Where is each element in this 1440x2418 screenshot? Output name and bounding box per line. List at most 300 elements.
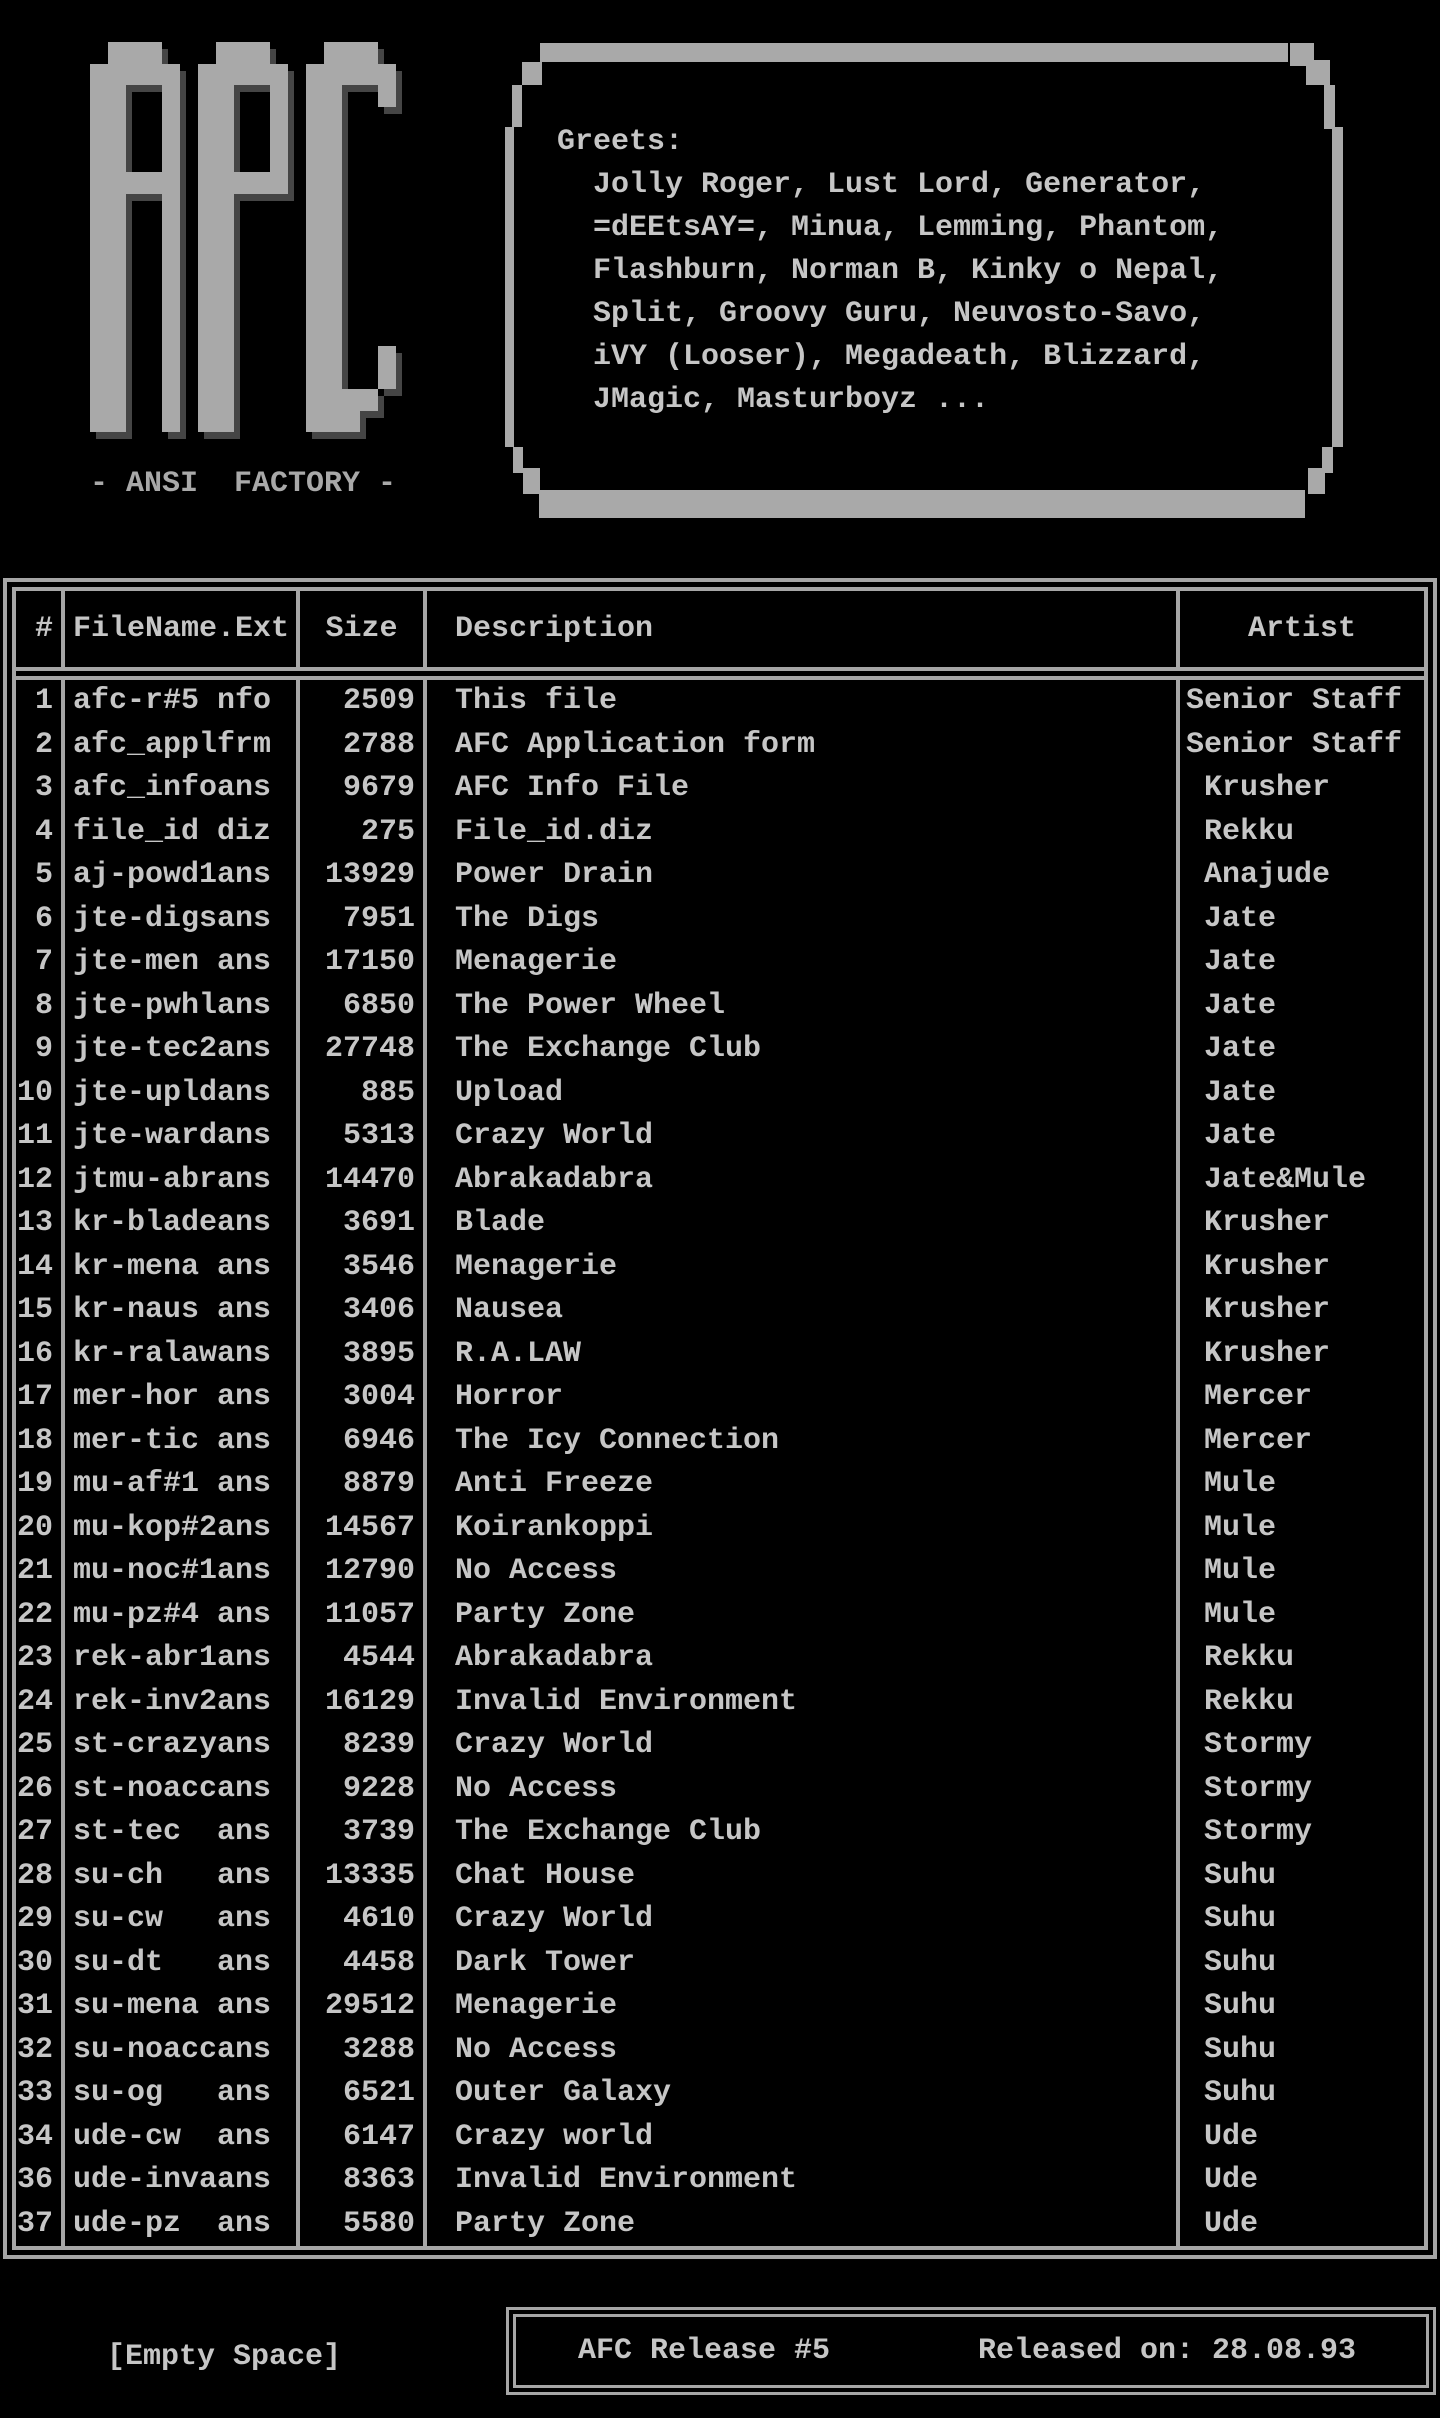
cell-description: No Access [427, 1550, 1180, 1594]
greets-line: JMagic, Masturboyz ... [593, 383, 990, 417]
cell-description: Party Zone [427, 2203, 1180, 2247]
cell-filename [65, 854, 300, 898]
file-name: jte-tec2 [73, 1032, 218, 1067]
logo-block [306, 216, 324, 238]
table-row [16, 2203, 1424, 2247]
cell-size: 8363 [300, 2159, 427, 2203]
file-ext: ans [217, 1467, 272, 1502]
logo-block [216, 237, 234, 259]
cell-num: 37 [16, 2203, 65, 2247]
cell-num: 17 [16, 1376, 65, 1420]
cell-description: Anti Freeze [427, 1463, 1180, 1507]
file-ext: ans [217, 771, 272, 806]
cell-artist: Krusher [1186, 1293, 1331, 1328]
file-ext: ans [217, 1597, 272, 1632]
logo-block [90, 411, 108, 433]
file-ext: ans [217, 2119, 272, 2154]
table-row [16, 1289, 1424, 1333]
logo-block [324, 302, 342, 324]
cell-filename [65, 1768, 300, 1812]
table-row [16, 1942, 1424, 1986]
file-ext: nfo [217, 684, 272, 719]
file-name: afc_info [73, 771, 218, 806]
cell-filename [65, 1289, 300, 1333]
cell-description: AFC Info File [427, 767, 1180, 811]
cell-filename [65, 1681, 300, 1725]
release-date: Released on: 28.08.93 [977, 2333, 1356, 2368]
cell-filename [65, 2159, 300, 2203]
logo-block [270, 172, 288, 194]
cell-artist: Stormy [1186, 1815, 1313, 1850]
logo-block [162, 346, 180, 368]
cell-num: 1 [16, 680, 65, 724]
file-ext: ans [217, 1945, 272, 1980]
logo-block [90, 85, 108, 107]
cell-filename [65, 1246, 300, 1290]
table-row [16, 1028, 1424, 1072]
cell-artist: Jate [1186, 901, 1277, 936]
cell-size: 3739 [300, 1811, 427, 1855]
logo-block [198, 367, 216, 389]
cell-description: Crazy World [427, 1724, 1180, 1768]
table-row [16, 767, 1424, 811]
logo-block [234, 42, 252, 64]
greets-frame-segment [523, 468, 540, 494]
file-name: mu-noc#1 [73, 1554, 218, 1589]
cell-size: 3546 [300, 1246, 427, 1290]
cell-size: 6946 [300, 1420, 427, 1464]
cell-filename [65, 1333, 300, 1377]
file-ext: ans [217, 1380, 272, 1415]
logo-block [198, 237, 216, 259]
logo-block [216, 346, 234, 368]
release-box [506, 2307, 1436, 2395]
cell-artist: Krusher [1186, 1206, 1331, 1241]
cell-artist: Senior Staff [1186, 727, 1403, 762]
file-name: mer-hor [73, 1380, 200, 1415]
cell-filename [65, 1507, 300, 1551]
file-ext: ans [217, 1119, 272, 1154]
cell-filename [65, 2072, 300, 2116]
cell-filename [65, 680, 300, 724]
logo-block [306, 346, 324, 368]
logo-block [198, 85, 216, 107]
logo-block [90, 172, 108, 194]
logo-block [306, 259, 324, 281]
logo-block [216, 324, 234, 346]
logo-block [306, 367, 324, 389]
footer-empty-space-label: [Empty Space] [107, 2340, 342, 2374]
file-ext: ans [217, 1206, 272, 1241]
file-ext: ans [217, 1641, 272, 1676]
logo-block [270, 150, 288, 172]
file-ext: ans [217, 1162, 272, 1197]
cell-num: 18 [16, 1420, 65, 1464]
greets-frame-segment [1306, 60, 1330, 85]
logo-block [126, 42, 144, 64]
cell-description: The Icy Connection [427, 1420, 1180, 1464]
file-name: jte-upld [73, 1075, 218, 1110]
logo-block [324, 411, 342, 433]
logo-block [198, 302, 216, 324]
logo-block [198, 411, 216, 433]
greets-title: Greets: [557, 125, 684, 159]
cell-size: 12790 [300, 1550, 427, 1594]
logo-block [216, 194, 234, 216]
logo-block [324, 389, 342, 411]
file-name: rek-inv2 [73, 1684, 218, 1719]
file-name: su-og [73, 2076, 164, 2111]
table-row [16, 1159, 1424, 1203]
file-ext: ans [217, 1336, 272, 1371]
cell-num: 26 [16, 1768, 65, 1812]
cell-filename [65, 1811, 300, 1855]
cell-size: 275 [300, 811, 427, 855]
logo-block [324, 107, 342, 129]
file-ext: ans [217, 1249, 272, 1284]
logo-block [90, 324, 108, 346]
file-ext: ans [217, 1032, 272, 1067]
logo-block [90, 302, 108, 324]
file-name: jte-ward [73, 1119, 218, 1154]
header-filename: FileName.Ext [65, 591, 300, 667]
logo-block [198, 259, 216, 281]
cell-artist: Senior Staff [1186, 684, 1403, 719]
logo-block [162, 411, 180, 433]
cell-num: 12 [16, 1159, 65, 1203]
logo-block [306, 194, 324, 216]
file-name: afc-r#5 [73, 684, 200, 719]
file-name: jtmu-abr [73, 1162, 218, 1197]
cell-size: 6521 [300, 2072, 427, 2116]
logo-block [198, 64, 216, 86]
logo-block [108, 194, 126, 216]
cell-description: Crazy World [427, 1898, 1180, 1942]
greets-line: =dEEtsAY=, Minua, Lemming, Phantom, [593, 211, 1224, 245]
table-row [16, 1768, 1424, 1812]
logo-block [324, 129, 342, 151]
logo-block [162, 85, 180, 107]
cell-size: 6147 [300, 2116, 427, 2160]
cell-artist: Anajude [1186, 858, 1331, 893]
cell-num: 19 [16, 1463, 65, 1507]
file-table-inner [12, 587, 1428, 2250]
logo-block [324, 42, 342, 64]
file-name: mer-tic [73, 1423, 200, 1458]
logo-block [216, 85, 234, 107]
logo-block [108, 367, 126, 389]
cell-artist: Suhu [1186, 2076, 1277, 2111]
cell-num: 10 [16, 1072, 65, 1116]
cell-num: 34 [16, 2116, 65, 2160]
logo-block [378, 64, 396, 86]
cell-artist: Mule [1186, 1467, 1277, 1502]
greets-frame-segment [1308, 468, 1325, 494]
logo-block [126, 172, 144, 194]
cell-filename [65, 1637, 300, 1681]
table-row [16, 1115, 1424, 1159]
table-row [16, 1811, 1424, 1855]
logo-block [198, 346, 216, 368]
logo-block [126, 64, 144, 86]
table-row [16, 1202, 1424, 1246]
cell-filename [65, 1376, 300, 1420]
logo-block [90, 259, 108, 281]
file-ext: ans [217, 2206, 272, 2241]
file-ext: ans [217, 945, 272, 980]
table-body [16, 680, 1424, 2246]
cell-artist: Jate [1186, 945, 1277, 980]
logo-block [108, 411, 126, 433]
cell-description: AFC Application form [427, 724, 1180, 768]
cell-filename [65, 811, 300, 855]
logo-block [198, 281, 216, 303]
header-divider [16, 667, 1424, 680]
cell-description: Nausea [427, 1289, 1180, 1333]
file-ext: ans [217, 2163, 272, 2198]
cell-artist: Suhu [1186, 1945, 1277, 1980]
cell-artist: Ude [1186, 2206, 1259, 2241]
logo-block [216, 281, 234, 303]
cell-filename [65, 1942, 300, 1986]
file-ext: ans [217, 1858, 272, 1893]
cell-description: Blade [427, 1202, 1180, 1246]
logo-block [198, 107, 216, 129]
greets-lines [593, 164, 1223, 422]
cell-filename [65, 985, 300, 1029]
cell-artist: Jate [1186, 988, 1277, 1023]
logo-block [198, 389, 216, 411]
cell-artist: Rekku [1186, 814, 1295, 849]
cell-size: 14470 [300, 1159, 427, 1203]
cell-size: 2788 [300, 724, 427, 768]
cell-description: No Access [427, 2029, 1180, 2073]
table-row [16, 724, 1424, 768]
cell-size: 3288 [300, 2029, 427, 2073]
table-row [16, 1550, 1424, 1594]
table-row [16, 2116, 1424, 2160]
file-ext: ans [217, 1989, 272, 2024]
cell-num: 28 [16, 1855, 65, 1899]
cell-filename [65, 898, 300, 942]
cell-size: 8239 [300, 1724, 427, 1768]
table-row [16, 1507, 1424, 1551]
cell-description: The Power Wheel [427, 985, 1180, 1029]
file-name: su-ch [73, 1858, 164, 1893]
logo-block [378, 367, 396, 389]
file-name: aj-powd1 [73, 858, 218, 893]
cell-filename [65, 941, 300, 985]
logo-block [90, 107, 108, 129]
cell-filename [65, 1594, 300, 1638]
logo-block [270, 107, 288, 129]
logo-block [162, 150, 180, 172]
cell-artist: Mule [1186, 1597, 1277, 1632]
logo-block [162, 237, 180, 259]
cell-description: Outer Galaxy [427, 2072, 1180, 2116]
cell-num: 5 [16, 854, 65, 898]
logo-block [342, 389, 360, 411]
cell-filename [65, 2029, 300, 2073]
file-name: su-cw [73, 1902, 164, 1937]
logo-block [360, 42, 378, 64]
table-row [16, 985, 1424, 1029]
logo-block [108, 64, 126, 86]
cell-description: Crazy World [427, 1115, 1180, 1159]
logo-block [306, 302, 324, 324]
file-ext: ans [217, 1771, 272, 1806]
cell-size: 885 [300, 1072, 427, 1116]
file-ext: ans [217, 988, 272, 1023]
cell-filename [65, 1550, 300, 1594]
cell-num: 32 [16, 2029, 65, 2073]
logo-block [198, 172, 216, 194]
cell-artist: Ude [1186, 2163, 1259, 2198]
logo-block [342, 411, 360, 433]
logo-block [252, 42, 270, 64]
file-table [3, 578, 1437, 2259]
logo-block [306, 389, 324, 411]
logo-block [144, 172, 162, 194]
afc-logo [90, 42, 396, 432]
logo-block [108, 302, 126, 324]
logo-tagline: - ANSI FACTORY - [90, 467, 397, 501]
logo-block [306, 129, 324, 151]
logo-block [144, 64, 162, 86]
file-name: kr-mena [73, 1249, 200, 1284]
logo-block [90, 346, 108, 368]
logo-block [216, 42, 234, 64]
cell-size: 4610 [300, 1898, 427, 1942]
cell-num: 20 [16, 1507, 65, 1551]
table-row [16, 1594, 1424, 1638]
logo-block [108, 389, 126, 411]
logo-block [162, 259, 180, 281]
cell-artist: Mule [1186, 1510, 1277, 1545]
header-size: Size [300, 591, 427, 667]
cell-size: 4458 [300, 1942, 427, 1986]
logo-block [216, 150, 234, 172]
file-name: su-dt [73, 1945, 164, 1980]
greets-frame-segment [539, 490, 1305, 518]
logo-block [234, 172, 252, 194]
cell-size: 5313 [300, 1115, 427, 1159]
table-row [16, 1333, 1424, 1377]
logo-block [306, 172, 324, 194]
logo-block [324, 281, 342, 303]
logo-block [162, 324, 180, 346]
cell-artist: Suhu [1186, 1902, 1277, 1937]
greets-frame-segment [512, 85, 522, 127]
table-row [16, 1463, 1424, 1507]
logo-block [198, 324, 216, 346]
cell-size: 5580 [300, 2203, 427, 2247]
greets-line: Jolly Roger, Lust Lord, Generator, [593, 168, 1206, 202]
file-ext: diz [217, 814, 272, 849]
table-header-row [16, 591, 1424, 667]
logo-block [306, 411, 324, 433]
table-row [16, 854, 1424, 898]
cell-artist: Jate&Mule [1186, 1162, 1367, 1197]
logo-block [162, 281, 180, 303]
logo-block [90, 150, 108, 172]
logo-block [90, 64, 108, 86]
cell-size: 11057 [300, 1594, 427, 1638]
logo-block [90, 129, 108, 151]
cell-num: 33 [16, 2072, 65, 2116]
cell-artist: Jate [1186, 1119, 1277, 1154]
logo-block [162, 64, 180, 86]
cell-size: 13929 [300, 854, 427, 898]
logo-block [342, 42, 360, 64]
file-name: rek-abr1 [73, 1641, 218, 1676]
file-name: jte-digs [73, 901, 218, 936]
cell-size: 17150 [300, 941, 427, 985]
cell-artist: Suhu [1186, 2032, 1277, 2067]
logo-block [108, 107, 126, 129]
logo-block [162, 389, 180, 411]
logo-block [216, 367, 234, 389]
table-row [16, 2029, 1424, 2073]
logo-block [198, 194, 216, 216]
logo-block [90, 281, 108, 303]
cell-num: 8 [16, 985, 65, 1029]
file-name: ude-pz [73, 2206, 182, 2241]
cell-artist: Krusher [1186, 1249, 1331, 1284]
logo-block [324, 346, 342, 368]
release-title: AFC Release #5 [578, 2333, 831, 2368]
cell-description: The Exchange Club [427, 1811, 1180, 1855]
logo-block [216, 389, 234, 411]
file-ext: ans [217, 858, 272, 893]
logo-block [306, 150, 324, 172]
file-name: mu-kop#2 [73, 1510, 218, 1545]
file-ext: ans [217, 1554, 272, 1589]
file-name: ude-inva [73, 2163, 218, 2198]
table-row [16, 1072, 1424, 1116]
logo-block [216, 302, 234, 324]
cell-artist: Stormy [1186, 1728, 1313, 1763]
file-name: file_id [73, 814, 200, 849]
file-name: ude-cw [73, 2119, 182, 2154]
table-row [16, 2072, 1424, 2116]
cell-description: Abrakadabra [427, 1159, 1180, 1203]
logo-block [324, 259, 342, 281]
file-name: mu-af#1 [73, 1467, 200, 1502]
cell-num: 6 [16, 898, 65, 942]
cell-artist: Mercer [1186, 1423, 1313, 1458]
cell-description: No Access [427, 1768, 1180, 1812]
cell-description: The Digs [427, 898, 1180, 942]
cell-size: 2509 [300, 680, 427, 724]
cell-filename [65, 1855, 300, 1899]
greets-line: Split, Groovy Guru, Neuvosto-Savo, [593, 297, 1206, 331]
cell-num: 7 [16, 941, 65, 985]
cell-description: The Exchange Club [427, 1028, 1180, 1072]
logo-block [324, 85, 342, 107]
file-name: jte-men [73, 945, 200, 980]
cell-artist: Rekku [1186, 1641, 1295, 1676]
cell-size: 3004 [300, 1376, 427, 1420]
cell-artist: Krusher [1186, 771, 1331, 806]
cell-description: Menagerie [427, 941, 1180, 985]
logo-block [270, 85, 288, 107]
cell-num: 27 [16, 1811, 65, 1855]
table-row [16, 1246, 1424, 1290]
cell-filename [65, 2203, 300, 2247]
logo-block [270, 129, 288, 151]
cell-size: 13335 [300, 1855, 427, 1899]
